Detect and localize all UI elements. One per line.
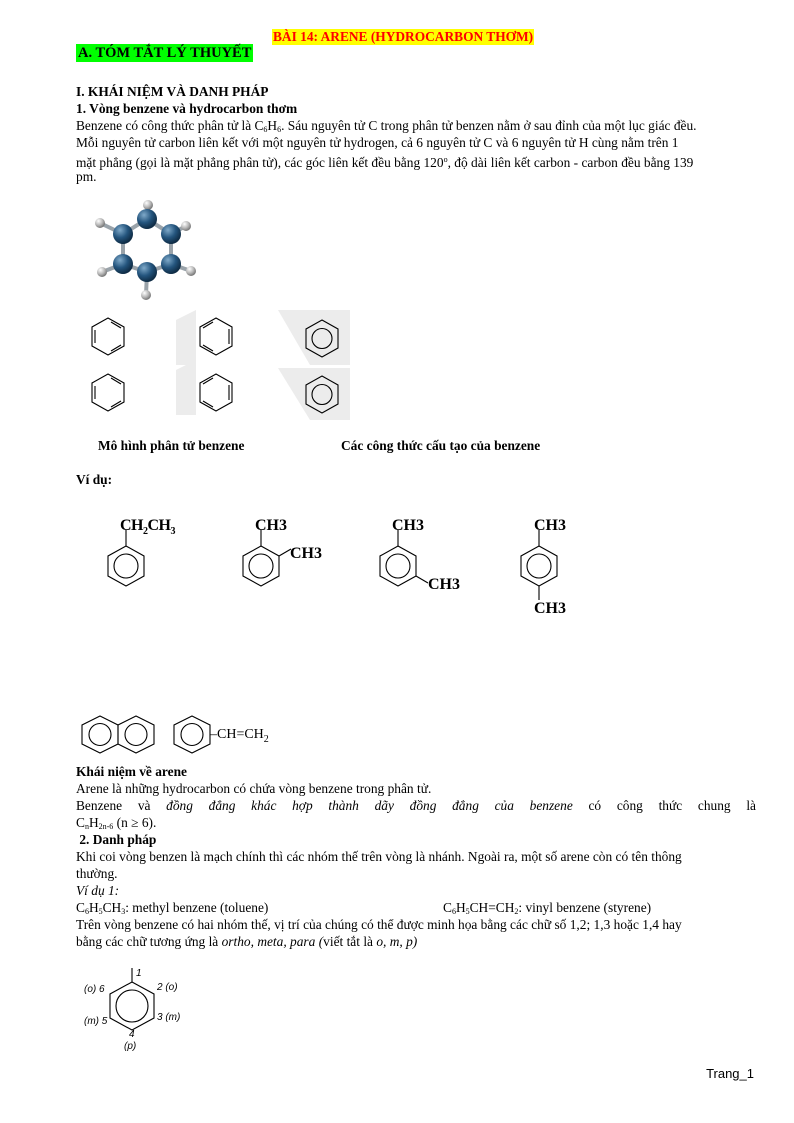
paragraph-line: thường. [76, 866, 118, 881]
example-label: Ví dụ: [76, 472, 113, 487]
paragraph-line: Trên vòng benzene có hai nhóm thế, vị trí của chúng có thể được minh họa bằng các chữ số 1,2; 1,3 hoặc 1,4 hay [76, 917, 682, 932]
caption-benzene-model: Mô hình phân tử benzene [98, 438, 245, 453]
section-a-heading: A. TÓM TẮT LÝ THUYẾT [78, 45, 252, 61]
paragraph-line: bằng các chữ tương ứng là ortho, meta, para (viết tắt là o, m, p) [76, 934, 418, 949]
styrene-example: $C_6H_5CH=CH_2$: vinyl benzene (styrene) [443, 900, 652, 916]
position-6-label: (o) 6 [84, 984, 105, 995]
section-1-heading: I. KHÁI NIỆM VÀ DANH PHÁP [76, 84, 269, 99]
arene-heading: Khái niệm về arene [76, 764, 187, 779]
paragraph-line: pm. [76, 169, 97, 184]
paragraph-line: Benzene có công thức phân tử là $C_6H_6$. Sáu nguyên tử C trong phân tử benzen nằm ở sau đỉnh của một lục giác đều. [76, 118, 697, 134]
methyl-group-label: CH3 [392, 517, 424, 534]
position-3-label: 3 (m) [157, 1012, 181, 1023]
paragraph-line: mặt phẳng (gọi là mặt phẳng phân tử), các góc liên kết đều bằng 120$^o$, độ dài liên kết carbon - carbon đều bằng 139 [76, 155, 694, 170]
methyl-group-label: CH3 [255, 517, 287, 534]
position-4-label: 4 [129, 1029, 135, 1040]
methyl-group-label: CH3 [534, 517, 566, 534]
position-5-label: (m) 5 [84, 1016, 108, 1027]
example-1-label: Ví dụ 1: [76, 883, 120, 898]
benzene-3d-model-image [86, 200, 211, 310]
lesson-title: BÀI 14: ARENE (HYDROCARBON THƠM) [273, 29, 534, 44]
ethyl-group-label: $CH_2CH_3$ [120, 517, 175, 538]
toluene-example: $C_6H_5CH_3$: methyl benzene (toluene) [76, 900, 269, 916]
benzene-structural-formulas-image [78, 310, 358, 422]
methyl-group-label: CH3 [290, 545, 322, 562]
methyl-group-label: CH3 [428, 576, 460, 593]
general-formula: $C_nH_{2n-6}$ (n ≥ 6). [76, 815, 157, 831]
arene-definition: Arene là những hydrocarbon có chứa vòng benzene trong phân tử. [76, 781, 432, 796]
naphthalene-styrene-image [80, 712, 220, 758]
ring-positions-diagram [78, 966, 198, 1056]
position-2-label: 2 (o) [157, 982, 178, 993]
caption-benzene-formulas: Các công thức cấu tạo của benzene [341, 438, 541, 453]
vinyl-group-label: $-CH=CH_2$ [210, 727, 269, 745]
subsection-1-heading: 1. Vòng benzene và hydrocarbon thơm [76, 101, 298, 116]
methyl-group-label: CH3 [534, 600, 566, 617]
page-number: Trang_1 [706, 1066, 754, 1081]
paragraph-line: Khi coi vòng benzen là mạch chính thì các nhóm thế trên vòng là nhánh. Ngoài ra, một số arene còn có tên thông [76, 849, 682, 864]
position-4-para-label: (p) [124, 1041, 137, 1052]
paragraph-line: Mỗi nguyên tử carbon liên kết với một nguyên tử hydrogen, cả 6 nguyên tử C và 6 nguyên tử H cùng nằm trên 1 [76, 135, 679, 150]
naming-heading: 2. Danh pháp [76, 832, 157, 847]
position-1-label: 1 [136, 968, 142, 979]
arene-general-formula-line: Benzene và đồng đẳng khác hợp thành dãy đồng đẳng của benzene có công thức chung là [76, 798, 756, 813]
